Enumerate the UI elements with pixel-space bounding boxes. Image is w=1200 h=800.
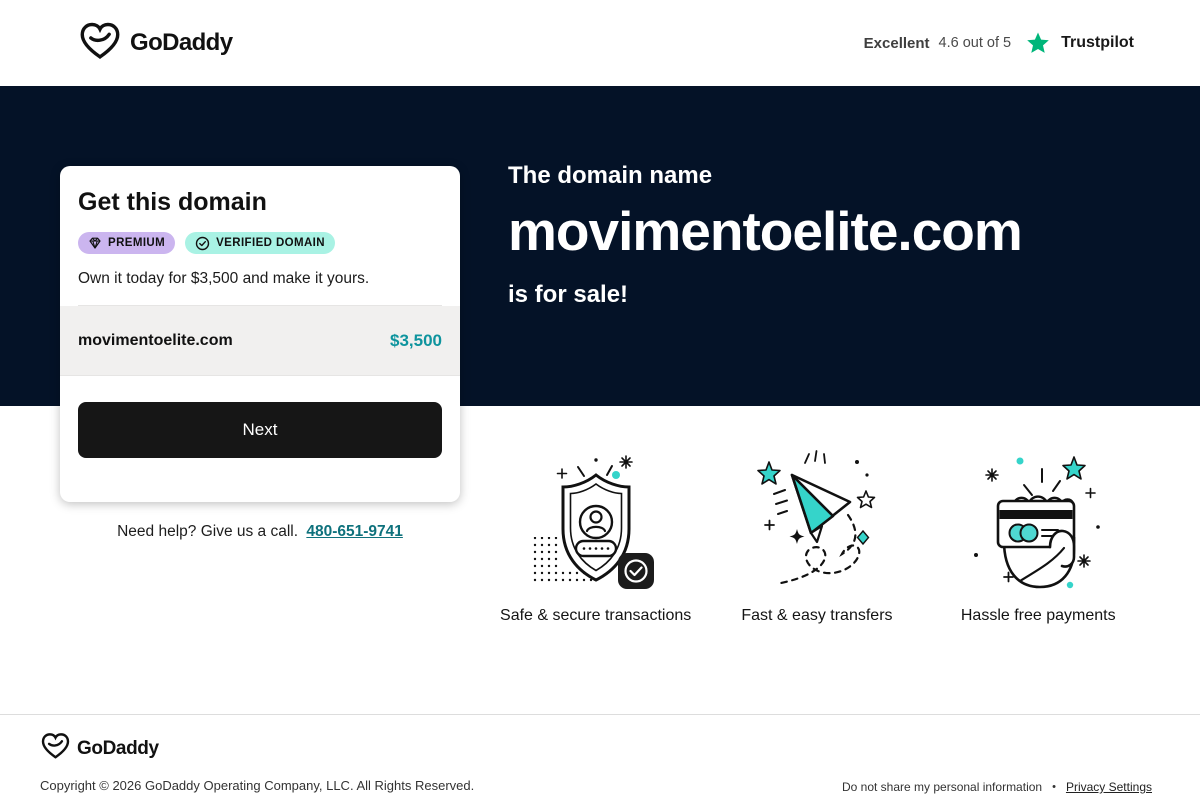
phone-link[interactable]: 480-651-9741: [306, 523, 403, 540]
godaddy-heart-icon: [78, 21, 122, 66]
hero-domain-name: movimentoelite.com: [508, 200, 1022, 262]
hand-credit-card-illustration: [963, 445, 1113, 595]
card-subtitle: Own it today for $3,500 and make it yours.: [78, 270, 370, 287]
price-row: [60, 306, 460, 376]
rating-label: Excellent: [863, 34, 930, 52]
check-circle-icon: [195, 236, 210, 251]
trustpilot-star-icon: [1026, 31, 1050, 55]
help-line: [60, 523, 460, 541]
verified-domain-badge: [185, 232, 335, 254]
footer-godaddy-wordmark: GoDaddy: [77, 737, 159, 759]
benefit-secure: [485, 445, 706, 625]
price-row-price: $3,500: [390, 330, 442, 350]
godaddy-wordmark: GoDaddy: [130, 29, 233, 56]
offer-card: [60, 166, 460, 502]
footer-bullet: •: [1052, 781, 1056, 793]
card-title: Get this domain: [78, 188, 267, 216]
hero-line-post: is for sale!: [508, 281, 629, 308]
privacy-settings-link[interactable]: Privacy Settings: [1065, 780, 1152, 794]
benefit-transfers: [706, 445, 927, 625]
privacy-note: Do not share my personal information: [841, 780, 1043, 794]
footer-privacy-links: [842, 780, 1152, 794]
price-row-domain: movimentoelite.com: [78, 331, 233, 349]
header: [0, 0, 1200, 86]
shield-security-illustration: [521, 445, 671, 595]
badges-row: [78, 232, 442, 254]
paper-plane-illustration: [742, 445, 892, 595]
footer-godaddy-logo[interactable]: [40, 732, 159, 765]
next-button[interactable]: Next: [78, 402, 442, 458]
benefit-caption-transfers: Fast & easy transfers: [741, 607, 893, 624]
benefit-caption-payments: Hassle free payments: [960, 607, 1116, 624]
verified-badge-label: VERIFIED DOMAIN: [216, 237, 325, 249]
offer-card-top: [60, 166, 460, 306]
godaddy-logo[interactable]: [78, 21, 232, 66]
hero-text: [508, 162, 1022, 309]
premium-badge: [78, 232, 175, 254]
trustpilot-wordmark: Trustpilot: [1061, 34, 1134, 51]
rating-value: 4.6 out of 5: [938, 35, 1012, 51]
benefit-payments: [928, 445, 1149, 625]
cta-wrapper: [60, 376, 460, 458]
help-text: Need help? Give us a call.: [117, 523, 299, 540]
diamond-icon: [88, 236, 102, 250]
hero-line-pre: The domain name: [508, 162, 713, 189]
footer: [0, 714, 1200, 800]
benefits-row: [485, 445, 1149, 625]
copyright-text: Copyright © 2026 GoDaddy Operating Company, LLC. All Rights Reserved.: [40, 778, 475, 793]
premium-badge-label: PREMIUM: [108, 237, 166, 249]
godaddy-heart-icon: [40, 732, 71, 765]
trustpilot-rating: [864, 31, 1134, 55]
benefit-caption-secure: Safe & secure transactions: [500, 607, 692, 624]
